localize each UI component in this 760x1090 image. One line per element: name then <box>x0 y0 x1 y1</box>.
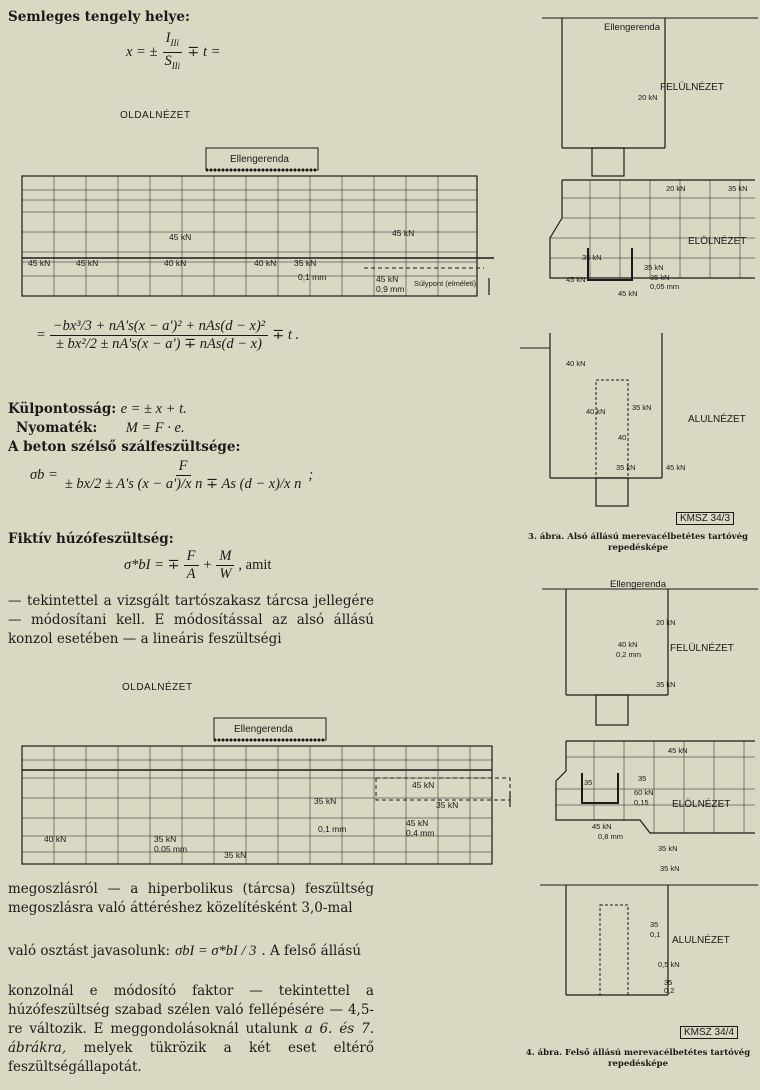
f4-front-grid <box>556 741 755 833</box>
sv1-label-0: 45 kN <box>169 232 192 242</box>
f4-label-6: 35 <box>638 774 647 783</box>
beam-2-grid <box>22 746 492 864</box>
side-view-1-diagram <box>14 140 504 305</box>
equation-edge-stress <box>30 458 313 493</box>
counterbeam-1-label: Ellengerenda <box>230 154 289 165</box>
sv2-label-3: 45 kN <box>406 818 429 828</box>
f3-label-0: 20 kN <box>638 93 658 102</box>
sv2-label-6: 40 kN <box>44 834 67 844</box>
f3-label-14: 45 kN <box>666 463 686 472</box>
sv1-label-1: 45 kN <box>392 228 415 238</box>
f3-view-front: ELÖLNÉZET <box>688 236 747 247</box>
f4-label-12: 35 kN <box>660 864 680 873</box>
eq1-den: S <box>164 52 172 69</box>
sv2-label-4: 0,1 mm <box>318 824 347 834</box>
f4-bottom-insert <box>600 905 628 995</box>
f4-label-15: 0,5 kN <box>658 960 680 969</box>
moment-formula: M = F · e. <box>125 420 185 436</box>
f3-label-5: 45 kN <box>566 275 586 284</box>
paragraph-1: — tekintettel a vizsgált tartószakasz tárcsa jellegére — módosítani kell. E módosítással az alsó állású konzol esetében — a lineáris feszültségi <box>8 593 374 647</box>
para3-text-a: való osztást javasolunk: <box>8 943 171 959</box>
paragraph-4 <box>8 982 374 1077</box>
eq4-lhs: σ*bI = ∓ <box>124 557 180 573</box>
edge-stress-heading: A beton szélső szálfeszültsége: <box>8 439 241 455</box>
f3-label-3: 35 kN <box>582 253 602 262</box>
eccentricity-label: Külpontosság: <box>8 401 117 417</box>
f3-view-bottom: ALULNÉZET <box>688 414 746 425</box>
f4-label-5: 35 <box>584 778 593 787</box>
f4-label-4: 45 kN <box>668 746 688 755</box>
figure-4-diagram <box>520 575 760 1015</box>
sv1-label-4: 40 kN <box>164 258 187 268</box>
dashed-box-2 <box>376 778 510 800</box>
f4-label-14: 0,1 <box>650 930 661 939</box>
paragraph-2: megoszlásról — a hiperbolikus (tárcsa) feszültség megoszlásra való áttéréshez közelítésként 3,0-mal <box>8 881 374 916</box>
sv1-label-9: 0,9 mm <box>376 284 405 294</box>
f4-view-bottom: ALULNÉZET <box>672 935 730 946</box>
f3-view-top: FELÜLNÉZET <box>660 82 724 93</box>
para4-text-c: melyek tükrözik a két eset eltérő feszültségállapotát. <box>8 1040 374 1075</box>
sv2-label-8: 0,05 mm <box>154 844 188 854</box>
sv2-label-0: 45 kN <box>412 780 435 790</box>
f4-label-0: 20 kN <box>656 618 676 627</box>
eq1-num: I <box>165 30 171 46</box>
f3-label-4: 35 kN <box>644 263 664 272</box>
sv2-label-1: 35 kN <box>314 796 337 806</box>
para4-text: konzolnál e módosító faktor — tekintettel a húzófeszültség szabad szélen való fellépésére — 4,5-re változik. E meggondolásoknál utalunk <box>8 983 374 1037</box>
sv2-label-9: 35 kN <box>224 850 247 860</box>
f3-label-2: 35 kN <box>728 184 748 193</box>
moment-label: Nyomaték: <box>16 420 98 436</box>
eq4-f2n: M <box>216 548 234 566</box>
f4-view-front: ELÖLNÉZET <box>672 799 731 810</box>
f3-bottom-stub <box>596 478 628 506</box>
para4-ref: a 6. és 7. ábrákra, <box>8 1021 375 1056</box>
eq1-lhs: x = ± <box>126 43 158 60</box>
f4-label-16: 35 <box>664 978 673 987</box>
sv1-label-10: Súlypont (elméleti) <box>414 279 477 288</box>
eq1-rhs: ∓ t = <box>187 43 221 60</box>
eq3-num: F <box>176 458 191 476</box>
f3-label-8: 45 kN <box>618 289 638 298</box>
f4-label-1: 40 kN <box>618 640 638 649</box>
sv1-label-2: 45 kN <box>28 258 51 268</box>
eq1-den-sub: IIi <box>171 60 181 71</box>
eq2-prefix: = <box>36 327 46 343</box>
fig4-caption: 4. ábra. Felső állású merevacélbetétes tartóvég repedésképe <box>525 1048 751 1069</box>
eq3-suffix: ; <box>308 467 314 483</box>
eq3-den: ± bx/2 ± A's (x − a')/x n ∓ As (d − x)/x n <box>64 476 302 492</box>
f3-label-11: 35 kN <box>632 403 652 412</box>
fictive-heading: Fiktív húzófeszültség: <box>8 531 174 547</box>
eq2-den: ± bx²/2 ± nA's(x − a') ∓ nAs(d − x) <box>55 336 262 352</box>
eq4-plus: + <box>202 557 213 573</box>
f4-top-stub <box>596 695 628 725</box>
f4-label-2: 0,2 mm <box>616 650 642 659</box>
fig3-tag: KMSZ 34/3 <box>676 512 734 525</box>
f3-top-stub <box>592 148 624 176</box>
sv2-label-2: 35 kN <box>436 800 459 810</box>
eq3-lhs: σb = <box>30 467 58 483</box>
sv1-label-3: 45 kN <box>76 258 99 268</box>
sv1-label-8: 45 kN <box>376 274 399 284</box>
equation-neutral-axis <box>126 30 220 75</box>
eq2-suffix: ∓ t . <box>272 327 300 343</box>
eq4-tail: , amit <box>238 557 272 573</box>
sv1-label-5: 40 kN <box>254 258 277 268</box>
eq4-f2d: W <box>219 566 232 582</box>
eccentricity-formula: e = ± x + t. <box>120 401 187 417</box>
para3-formula: σbI = σ*bI / 3 <box>175 943 257 959</box>
f4-label-9: 45 kN <box>592 822 612 831</box>
f3-top-label: Ellengerenda <box>604 22 660 33</box>
f4-label-7: 60 kN <box>634 788 654 797</box>
fig3-caption: 3. ábra. Alsó állású merevacélbetétes tartóvég repedésképe <box>528 532 748 553</box>
sv1-label-6: 35 kN <box>294 258 317 268</box>
fig4-tag: KMSZ 34/4 <box>680 1026 738 1039</box>
sv2-label-5: 0,4 mm <box>406 828 435 838</box>
equation-main <box>36 318 299 353</box>
f4-label-17: 0,2 <box>664 986 675 995</box>
f3-label-12: 40 <box>618 433 627 442</box>
eq4-f1n: F <box>184 548 199 566</box>
sv2-label-7: 35 kN <box>154 834 177 844</box>
paragraph-3 <box>8 942 361 961</box>
figure-3-diagram <box>520 8 760 513</box>
f3-label-10: 40 kN <box>586 407 606 416</box>
f3-label-9: 40 kN <box>566 359 586 368</box>
side-view-2-diagram <box>14 712 534 872</box>
f4-front-outline <box>556 741 755 833</box>
f4-top-label: Ellengerenda <box>610 579 666 590</box>
eq4-f1d: A <box>186 566 196 582</box>
side-view-1-title: OLDALNÉZET <box>120 110 191 121</box>
neutral-axis-heading: Semleges tengely helye: <box>8 9 190 25</box>
f3-label-13: 35 kN <box>616 463 636 472</box>
eccentricity-line <box>8 400 187 419</box>
moment-line <box>8 419 185 438</box>
eq1-num-sub: IIi <box>170 37 179 48</box>
f4-label-13: 35 <box>650 920 659 929</box>
para3-text-b: . A felső állású <box>261 943 362 959</box>
f3-label-1: 20 kN <box>666 184 686 193</box>
f4-label-10: 0,8 mm <box>598 832 624 841</box>
f4-view-top: FELÜLNÉZET <box>670 643 734 654</box>
side-view-2-title: OLDALNÉZET <box>122 682 193 693</box>
f4-label-8: 0,15 <box>634 798 649 807</box>
beam-2-outline <box>22 746 492 864</box>
f3-label-7: 0,05 mm <box>650 282 680 291</box>
equation-fictive <box>124 548 271 583</box>
sv1-label-7: 0,1 mm <box>298 272 327 282</box>
counterbeam-2-label: Ellengerenda <box>234 724 293 735</box>
f4-label-3: 35 kN <box>656 680 676 689</box>
eq2-num: −bx³/3 + nA's(x − a')² + nAs(d − x)² <box>50 318 268 336</box>
f3-label-6: 35 kN <box>650 273 670 282</box>
f4-label-11: 35 kN <box>658 844 678 853</box>
